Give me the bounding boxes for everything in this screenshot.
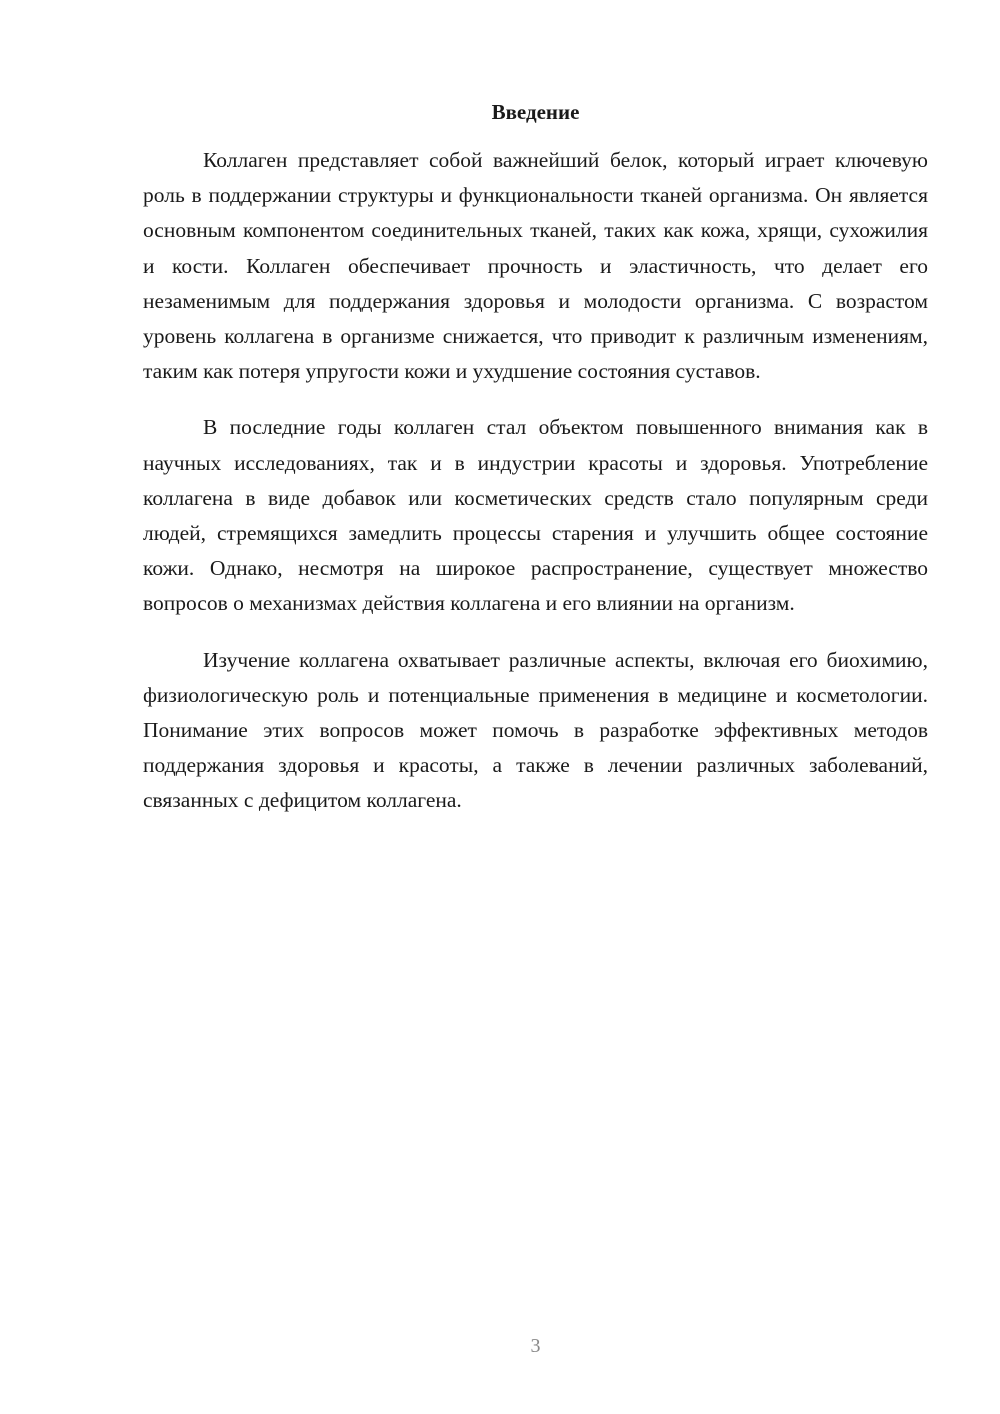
body-text bbox=[143, 143, 928, 840]
document-page bbox=[143, 0, 928, 1414]
page-number: 3 bbox=[530, 1335, 541, 1357]
section-heading: Введение bbox=[491, 100, 580, 124]
paragraph-2: В последние годы коллаген стал объектом повышенного внимания как в научных исследованиях, так и в индустрии красоты и здоровья. Употребление коллагена в виде добавок или косметических средств стало популярным среди людей, стремящихся замедлить процессы старения и улучшить общее состояние кожи. Однако, несмотря на широкое распространение, существует множество вопросов о механизмах действия коллагена и его влиянии на организм. bbox=[143, 415, 928, 616]
paragraph-3: Изучение коллагена охватывает различные аспекты, включая его биохимию, физиологическую роль и потенциальные применения в медицине и косметологии. Понимание этих вопросов может помочь в разработке эффективных методов поддержания здоровья и красоты, а также в лечении различных заболеваний, связанных с дефицитом коллагена. bbox=[143, 647, 928, 813]
paragraph-1: Коллаген представляет собой важнейший белок, который играет ключевую роль в поддержании структуры и функциональности тканей организма. Он является основным компонентом соединительных тканей, таких как кожа, хрящи, сухожилия и кости. Коллаген обеспечивает прочность и эластичность, что делает его незаменимым для поддержания здоровья и молодости организма. С возрастом уровень коллагена в организме снижается, что приводит к различным изменениям, таким как потеря упругости кожи и ухудшение состояния суставов. bbox=[143, 148, 928, 384]
